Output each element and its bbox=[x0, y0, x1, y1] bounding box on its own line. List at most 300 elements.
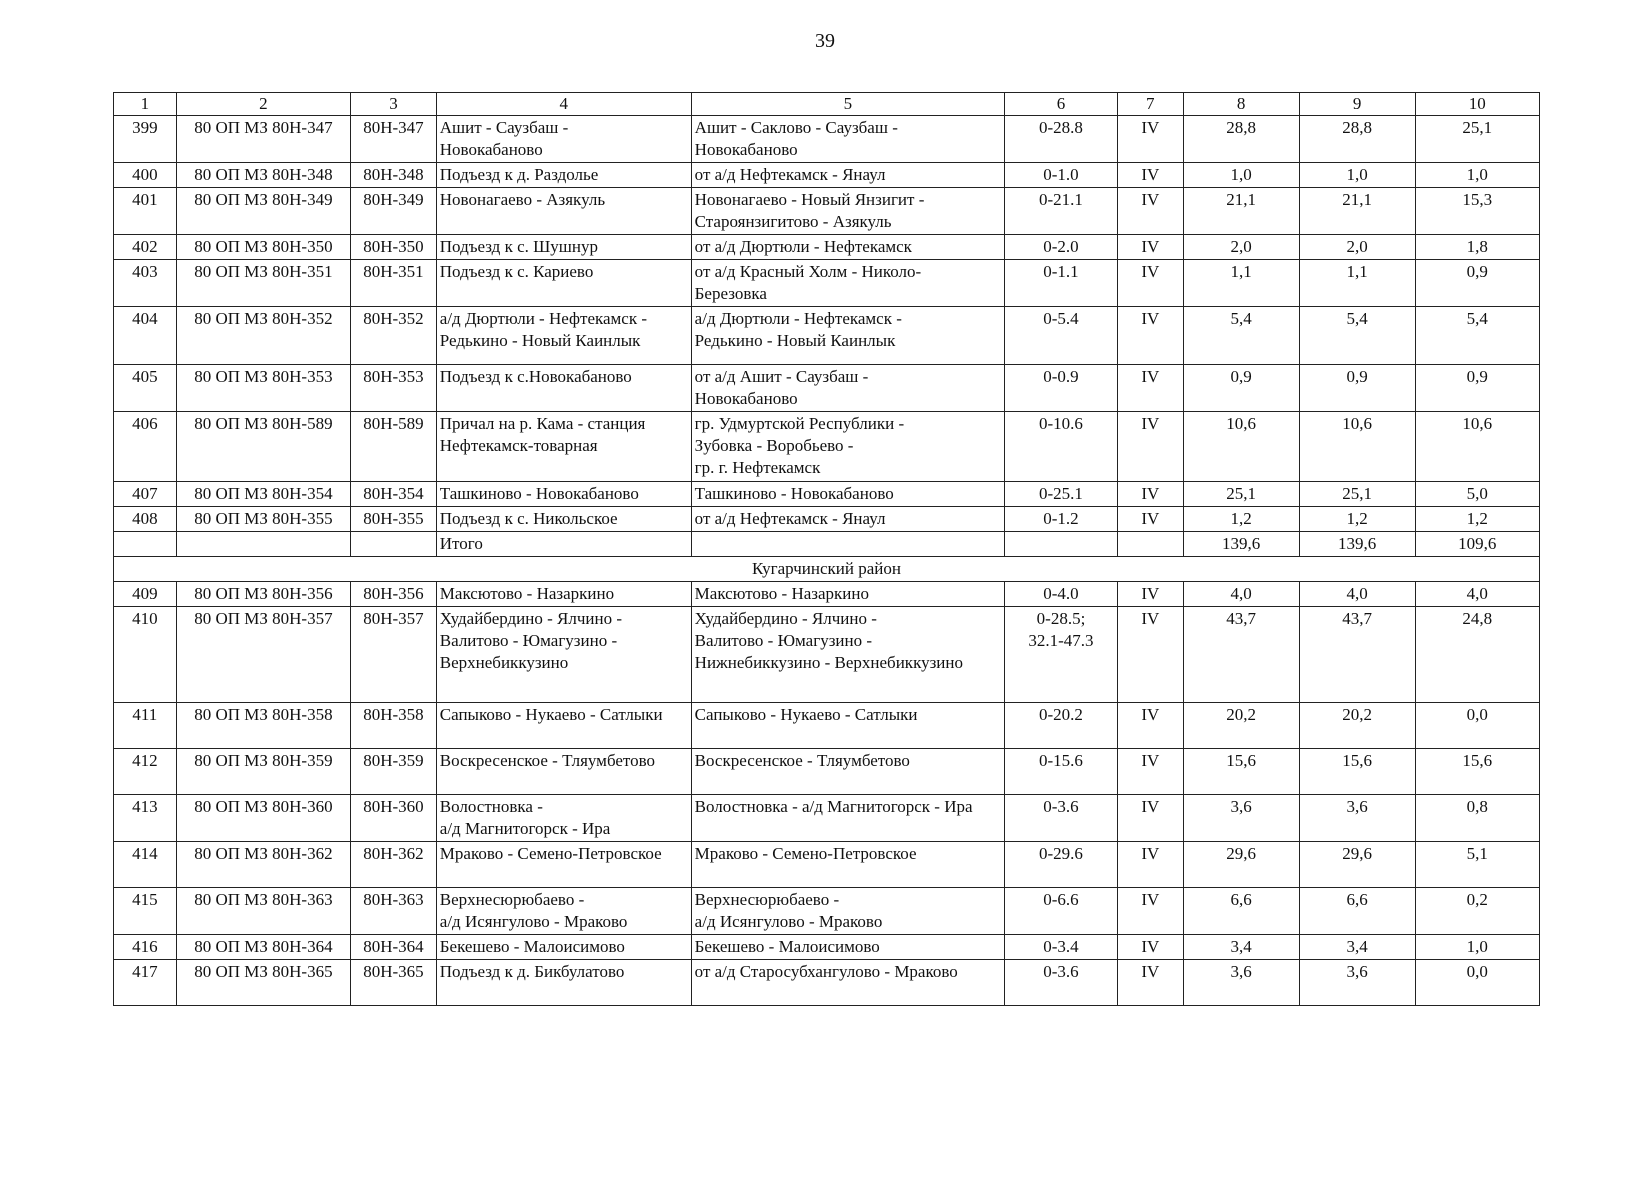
road-id-text: 80Н-353 bbox=[363, 367, 424, 386]
road-col10 bbox=[1415, 307, 1539, 365]
row-number-text: 412 bbox=[132, 751, 158, 770]
road-code bbox=[176, 582, 350, 607]
road-route-text: Ташкиново - Новокабаново bbox=[694, 484, 894, 503]
road-route bbox=[691, 412, 1004, 482]
roads-table bbox=[113, 92, 1540, 1006]
road-km bbox=[1005, 188, 1118, 235]
table-row bbox=[114, 749, 1540, 795]
road-route-text: Ашит - Саклово - Саузбаш - Новокабаново bbox=[694, 118, 898, 159]
table-row bbox=[114, 582, 1540, 607]
road-col8 bbox=[1183, 260, 1299, 307]
road-col9 bbox=[1299, 307, 1415, 365]
row-number-text: 411 bbox=[132, 705, 158, 724]
road-id bbox=[351, 960, 437, 1006]
road-category-text: IV bbox=[1141, 937, 1160, 956]
road-category-text: IV bbox=[1141, 190, 1160, 209]
row-number bbox=[114, 703, 177, 749]
road-col9 bbox=[1299, 260, 1415, 307]
table-row bbox=[114, 507, 1540, 532]
road-col8 bbox=[1183, 842, 1299, 888]
road-category-text: IV bbox=[1141, 584, 1160, 603]
header-cell: 4 bbox=[436, 93, 691, 116]
road-col8-text: 29,6 bbox=[1226, 844, 1257, 863]
road-col8 bbox=[1183, 307, 1299, 365]
road-id bbox=[351, 607, 437, 703]
road-col10-text: 0,9 bbox=[1466, 262, 1488, 281]
road-km bbox=[1005, 235, 1118, 260]
road-km-text: 0-28.8 bbox=[1039, 118, 1083, 137]
road-km bbox=[1005, 582, 1118, 607]
road-code bbox=[176, 749, 350, 795]
table-row bbox=[114, 842, 1540, 888]
road-name-text: Мраково - Семено-Петровское bbox=[439, 844, 662, 863]
road-route-text: от а/д Нефтекамск - Янаул bbox=[694, 509, 886, 528]
road-route-text: от а/д Старосубхангулово - Мраково bbox=[694, 962, 958, 981]
road-km bbox=[1005, 482, 1118, 507]
row-number-text: 407 bbox=[132, 484, 158, 503]
road-category-text: IV bbox=[1141, 890, 1160, 909]
row-number-text: 417 bbox=[132, 962, 158, 981]
road-col8-text: 4,0 bbox=[1230, 584, 1252, 603]
road-id-text: 80Н-362 bbox=[363, 844, 424, 863]
road-code bbox=[176, 163, 350, 188]
road-col9 bbox=[1299, 935, 1415, 960]
road-col9-text: 43,7 bbox=[1342, 609, 1372, 628]
road-route-text: Сапыково - Нукаево - Сатлыки bbox=[694, 705, 918, 724]
road-col9 bbox=[1299, 960, 1415, 1006]
road-col8-text: 3,6 bbox=[1230, 797, 1252, 816]
road-id-text: 80Н-351 bbox=[363, 262, 424, 281]
road-code bbox=[176, 888, 350, 935]
road-col9 bbox=[1299, 795, 1415, 842]
road-col10-text: 1,8 bbox=[1466, 237, 1488, 256]
table-body-a bbox=[114, 116, 1540, 532]
road-route bbox=[691, 163, 1004, 188]
road-name-text: Верхнесюрюбаево - а/д Исянгулово - Мраково bbox=[439, 890, 628, 931]
road-route bbox=[691, 188, 1004, 235]
empty-cell bbox=[351, 532, 437, 557]
road-col9-text: 0,9 bbox=[1346, 367, 1368, 386]
road-km-text: 0-29.6 bbox=[1039, 844, 1083, 863]
road-category bbox=[1117, 235, 1183, 260]
table-row bbox=[114, 960, 1540, 1006]
road-col8 bbox=[1183, 188, 1299, 235]
road-col8 bbox=[1183, 582, 1299, 607]
row-number bbox=[114, 795, 177, 842]
road-col9-text: 2,0 bbox=[1346, 237, 1368, 256]
road-route bbox=[691, 307, 1004, 365]
road-code bbox=[176, 260, 350, 307]
road-code bbox=[176, 960, 350, 1006]
road-id bbox=[351, 482, 437, 507]
road-col9-text: 20,2 bbox=[1342, 705, 1372, 724]
road-name bbox=[436, 507, 691, 532]
road-col10-text: 5,0 bbox=[1466, 484, 1488, 503]
road-code-text: 80 ОП МЗ 80Н-356 bbox=[194, 584, 333, 603]
road-name bbox=[436, 703, 691, 749]
road-col10 bbox=[1415, 888, 1539, 935]
road-km-text: 0-2.0 bbox=[1043, 237, 1079, 256]
empty-cell bbox=[1117, 532, 1183, 557]
road-category-text: IV bbox=[1141, 509, 1160, 528]
road-id-text: 80Н-349 bbox=[363, 190, 424, 209]
road-col10 bbox=[1415, 188, 1539, 235]
road-km-text: 0-10.6 bbox=[1039, 414, 1083, 433]
row-number-text: 415 bbox=[132, 890, 158, 909]
road-km-text: 0-6.6 bbox=[1043, 890, 1079, 909]
road-id bbox=[351, 188, 437, 235]
road-col10 bbox=[1415, 365, 1539, 412]
row-number-text: 405 bbox=[132, 367, 158, 386]
road-category-text: IV bbox=[1141, 237, 1160, 256]
road-col10 bbox=[1415, 260, 1539, 307]
road-code-text: 80 ОП МЗ 80Н-364 bbox=[194, 937, 333, 956]
road-id bbox=[351, 260, 437, 307]
road-col9 bbox=[1299, 188, 1415, 235]
road-name-text: Подъезд к д. Бикбулатово bbox=[439, 962, 625, 981]
road-code bbox=[176, 307, 350, 365]
road-route-text: от а/д Нефтекамск - Янаул bbox=[694, 165, 886, 184]
road-id-text: 80Н-348 bbox=[363, 165, 424, 184]
road-id-text: 80Н-354 bbox=[363, 484, 424, 503]
road-route-text: Воскресенское - Тляумбетово bbox=[694, 751, 910, 770]
road-category-text: IV bbox=[1141, 705, 1160, 724]
road-name-text: Подъезд к д. Раздолье bbox=[439, 165, 599, 184]
road-code bbox=[176, 412, 350, 482]
road-category-text: IV bbox=[1141, 309, 1160, 328]
table-row bbox=[114, 795, 1540, 842]
road-category-text: IV bbox=[1141, 751, 1160, 770]
header-cell: 7 bbox=[1117, 93, 1183, 116]
road-col10-text: 15,6 bbox=[1462, 751, 1493, 770]
total-col9: 139,6 bbox=[1299, 532, 1415, 557]
road-km bbox=[1005, 260, 1118, 307]
road-col8 bbox=[1183, 163, 1299, 188]
row-number bbox=[114, 412, 177, 482]
road-route bbox=[691, 607, 1004, 703]
road-col10 bbox=[1415, 935, 1539, 960]
road-col9-text: 15,6 bbox=[1342, 751, 1372, 770]
road-name bbox=[436, 116, 691, 163]
road-id bbox=[351, 703, 437, 749]
row-number bbox=[114, 163, 177, 188]
road-category bbox=[1117, 116, 1183, 163]
road-id bbox=[351, 582, 437, 607]
road-name-text: Сапыково - Нукаево - Сатлыки bbox=[439, 705, 663, 724]
road-category bbox=[1117, 703, 1183, 749]
table-row bbox=[114, 888, 1540, 935]
road-name bbox=[436, 935, 691, 960]
road-name bbox=[436, 365, 691, 412]
road-route-text: Худайбердино - Ялчино - Валитово - Юмагузино - Нижнебиккузино - Верхнебиккузино bbox=[694, 609, 963, 672]
road-id bbox=[351, 116, 437, 163]
road-id-text: 80Н-355 bbox=[363, 509, 424, 528]
road-col10-text: 5,4 bbox=[1466, 309, 1488, 328]
road-name-text: Бекешево - Малоисимово bbox=[439, 937, 625, 956]
road-col8-text: 5,4 bbox=[1230, 309, 1252, 328]
road-col9 bbox=[1299, 412, 1415, 482]
road-code bbox=[176, 116, 350, 163]
road-route-text: Бекешево - Малоисимово bbox=[694, 937, 880, 956]
road-category-text: IV bbox=[1141, 962, 1160, 981]
empty-cell bbox=[114, 532, 177, 557]
road-id bbox=[351, 842, 437, 888]
road-id-text: 80Н-589 bbox=[363, 414, 424, 433]
road-code-text: 80 ОП МЗ 80Н-359 bbox=[194, 751, 333, 770]
row-number-text: 410 bbox=[132, 609, 158, 628]
road-col9-text: 25,1 bbox=[1342, 484, 1372, 503]
road-col9-text: 6,6 bbox=[1346, 890, 1368, 909]
table-row bbox=[114, 365, 1540, 412]
road-col10-text: 15,3 bbox=[1462, 190, 1493, 209]
road-col8 bbox=[1183, 703, 1299, 749]
road-col9 bbox=[1299, 365, 1415, 412]
road-km bbox=[1005, 842, 1118, 888]
row-number-text: 406 bbox=[132, 414, 158, 433]
road-category bbox=[1117, 888, 1183, 935]
row-number bbox=[114, 960, 177, 1006]
road-category-text: IV bbox=[1141, 844, 1160, 863]
road-col10 bbox=[1415, 842, 1539, 888]
road-route bbox=[691, 116, 1004, 163]
total-col10: 109,6 bbox=[1415, 532, 1539, 557]
road-col10-text: 1,0 bbox=[1466, 165, 1488, 184]
road-km bbox=[1005, 888, 1118, 935]
table-row bbox=[114, 607, 1540, 703]
road-col8 bbox=[1183, 888, 1299, 935]
road-col10-text: 25,1 bbox=[1462, 118, 1493, 137]
road-km-text: 0-4.0 bbox=[1043, 584, 1079, 603]
road-name-text: Новонагаево - Азякуль bbox=[439, 190, 606, 209]
road-route bbox=[691, 260, 1004, 307]
road-name-text: а/д Дюртюли - Нефтекамск - Редькино - Новый Каинлык bbox=[439, 309, 648, 350]
total-label: Итого bbox=[436, 532, 691, 557]
road-col8 bbox=[1183, 412, 1299, 482]
road-col10-text: 0,2 bbox=[1466, 890, 1488, 909]
road-km bbox=[1005, 749, 1118, 795]
row-number bbox=[114, 235, 177, 260]
row-number bbox=[114, 365, 177, 412]
road-col10-text: 0,8 bbox=[1466, 797, 1488, 816]
road-name bbox=[436, 235, 691, 260]
row-number bbox=[114, 188, 177, 235]
row-number bbox=[114, 507, 177, 532]
section-title: Кугарчинский район bbox=[114, 557, 1540, 582]
road-col8-text: 2,0 bbox=[1230, 237, 1252, 256]
row-number-text: 400 bbox=[132, 165, 158, 184]
road-category bbox=[1117, 365, 1183, 412]
header-cell: 3 bbox=[351, 93, 437, 116]
road-category bbox=[1117, 482, 1183, 507]
road-id-text: 80Н-352 bbox=[363, 309, 424, 328]
road-km-text: 0-21.1 bbox=[1039, 190, 1083, 209]
road-col10 bbox=[1415, 116, 1539, 163]
road-category-text: IV bbox=[1141, 797, 1160, 816]
road-col9 bbox=[1299, 163, 1415, 188]
road-id bbox=[351, 749, 437, 795]
road-route-text: от а/д Ашит - Саузбаш - Новокабаново bbox=[694, 367, 869, 408]
road-category bbox=[1117, 260, 1183, 307]
road-code bbox=[176, 188, 350, 235]
road-col10-text: 1,2 bbox=[1466, 509, 1488, 528]
road-km-text: 0-25.1 bbox=[1039, 484, 1083, 503]
road-route-text: Волостновка - а/д Магнитогорск - Ира bbox=[694, 797, 973, 816]
road-col9 bbox=[1299, 749, 1415, 795]
road-code bbox=[176, 842, 350, 888]
header-cell: 6 bbox=[1005, 93, 1118, 116]
table-row bbox=[114, 412, 1540, 482]
road-col9 bbox=[1299, 116, 1415, 163]
road-category bbox=[1117, 582, 1183, 607]
road-col8 bbox=[1183, 960, 1299, 1006]
road-name bbox=[436, 482, 691, 507]
road-id-text: 80Н-357 bbox=[363, 609, 424, 628]
row-number-text: 416 bbox=[132, 937, 158, 956]
table-row bbox=[114, 482, 1540, 507]
header-cell: 8 bbox=[1183, 93, 1299, 116]
road-col8 bbox=[1183, 749, 1299, 795]
road-km-text: 0-3.6 bbox=[1043, 962, 1079, 981]
road-code bbox=[176, 795, 350, 842]
road-col8-text: 1,2 bbox=[1230, 509, 1252, 528]
row-number bbox=[114, 888, 177, 935]
road-code-text: 80 ОП МЗ 80Н-363 bbox=[194, 890, 333, 909]
road-code-text: 80 ОП МЗ 80Н-347 bbox=[194, 118, 333, 137]
road-category bbox=[1117, 163, 1183, 188]
road-col10-text: 0,0 bbox=[1466, 705, 1488, 724]
row-number-text: 413 bbox=[132, 797, 158, 816]
road-col8 bbox=[1183, 935, 1299, 960]
road-id bbox=[351, 888, 437, 935]
total-body bbox=[114, 532, 1540, 582]
header-cell: 2 bbox=[176, 93, 350, 116]
road-col10-text: 1,0 bbox=[1466, 937, 1488, 956]
road-category bbox=[1117, 842, 1183, 888]
table-row bbox=[114, 116, 1540, 163]
road-col10 bbox=[1415, 749, 1539, 795]
road-col9-text: 10,6 bbox=[1342, 414, 1372, 433]
row-number-text: 408 bbox=[132, 509, 158, 528]
road-category bbox=[1117, 749, 1183, 795]
road-route bbox=[691, 703, 1004, 749]
road-category bbox=[1117, 935, 1183, 960]
road-route-text: Максютово - Назаркино bbox=[694, 584, 870, 603]
road-route bbox=[691, 842, 1004, 888]
page-number: 39 bbox=[815, 30, 835, 52]
road-col8 bbox=[1183, 365, 1299, 412]
road-code-text: 80 ОП МЗ 80Н-360 bbox=[194, 797, 333, 816]
row-number bbox=[114, 749, 177, 795]
section-row bbox=[114, 557, 1540, 582]
road-col8 bbox=[1183, 507, 1299, 532]
road-col8 bbox=[1183, 607, 1299, 703]
road-km bbox=[1005, 412, 1118, 482]
road-category bbox=[1117, 188, 1183, 235]
road-col9 bbox=[1299, 235, 1415, 260]
road-km bbox=[1005, 163, 1118, 188]
road-category bbox=[1117, 412, 1183, 482]
road-km bbox=[1005, 365, 1118, 412]
road-col9 bbox=[1299, 703, 1415, 749]
road-name bbox=[436, 842, 691, 888]
road-col8-text: 0,9 bbox=[1230, 367, 1252, 386]
road-code-text: 80 ОП МЗ 80Н-349 bbox=[194, 190, 333, 209]
road-code bbox=[176, 935, 350, 960]
road-route bbox=[691, 935, 1004, 960]
road-col8 bbox=[1183, 235, 1299, 260]
header-cell: 5 bbox=[691, 93, 1004, 116]
road-km-text: 0-28.5; 32.1-47.3 bbox=[1028, 609, 1094, 650]
road-category bbox=[1117, 607, 1183, 703]
road-col8-text: 21,1 bbox=[1226, 190, 1257, 209]
road-id bbox=[351, 235, 437, 260]
road-col8-text: 43,7 bbox=[1226, 609, 1257, 628]
road-code bbox=[176, 482, 350, 507]
road-category bbox=[1117, 507, 1183, 532]
road-col9 bbox=[1299, 482, 1415, 507]
road-km-text: 0-20.2 bbox=[1039, 705, 1083, 724]
road-route-text: Мраково - Семено-Петровское bbox=[694, 844, 917, 863]
road-col9-text: 3,6 bbox=[1346, 962, 1368, 981]
road-code-text: 80 ОП МЗ 80Н-348 bbox=[194, 165, 333, 184]
road-km bbox=[1005, 307, 1118, 365]
road-km bbox=[1005, 116, 1118, 163]
road-col8 bbox=[1183, 116, 1299, 163]
road-code bbox=[176, 507, 350, 532]
road-code bbox=[176, 703, 350, 749]
road-category-text: IV bbox=[1141, 262, 1160, 281]
row-number bbox=[114, 260, 177, 307]
table-row bbox=[114, 260, 1540, 307]
road-col8 bbox=[1183, 795, 1299, 842]
road-col8-text: 25,1 bbox=[1226, 484, 1257, 503]
road-route bbox=[691, 507, 1004, 532]
header-cell: 1 bbox=[114, 93, 177, 116]
road-category bbox=[1117, 795, 1183, 842]
road-id bbox=[351, 412, 437, 482]
road-col10 bbox=[1415, 703, 1539, 749]
table-row bbox=[114, 188, 1540, 235]
row-number bbox=[114, 607, 177, 703]
row-number bbox=[114, 116, 177, 163]
road-col9-text: 21,1 bbox=[1342, 190, 1372, 209]
road-col10-text: 4,0 bbox=[1466, 584, 1488, 603]
road-name-text: Волостновка - а/д Магнитогорск - Ира bbox=[439, 797, 611, 838]
table-row bbox=[114, 935, 1540, 960]
road-col10 bbox=[1415, 235, 1539, 260]
row-number bbox=[114, 307, 177, 365]
road-col8-text: 6,6 bbox=[1230, 890, 1252, 909]
road-name-text: Ашит - Саузбаш - Новокабаново bbox=[439, 118, 569, 159]
road-col10 bbox=[1415, 960, 1539, 1006]
road-code bbox=[176, 235, 350, 260]
road-col10 bbox=[1415, 507, 1539, 532]
road-id-text: 80Н-347 bbox=[363, 118, 424, 137]
road-col8-text: 3,4 bbox=[1230, 937, 1252, 956]
road-category-text: IV bbox=[1141, 118, 1160, 137]
table-row bbox=[114, 307, 1540, 365]
road-col8 bbox=[1183, 482, 1299, 507]
road-col10-text: 10,6 bbox=[1462, 414, 1493, 433]
road-col9-text: 1,2 bbox=[1346, 509, 1368, 528]
road-id bbox=[351, 365, 437, 412]
total-col8: 139,6 bbox=[1183, 532, 1299, 557]
road-code-text: 80 ОП МЗ 80Н-589 bbox=[194, 414, 333, 433]
road-category-text: IV bbox=[1141, 484, 1160, 503]
row-number bbox=[114, 482, 177, 507]
road-route-text: гр. Удмуртской Республики - Зубовка - Воробьево - гр. г. Нефтекамск bbox=[694, 414, 905, 477]
road-name bbox=[436, 582, 691, 607]
